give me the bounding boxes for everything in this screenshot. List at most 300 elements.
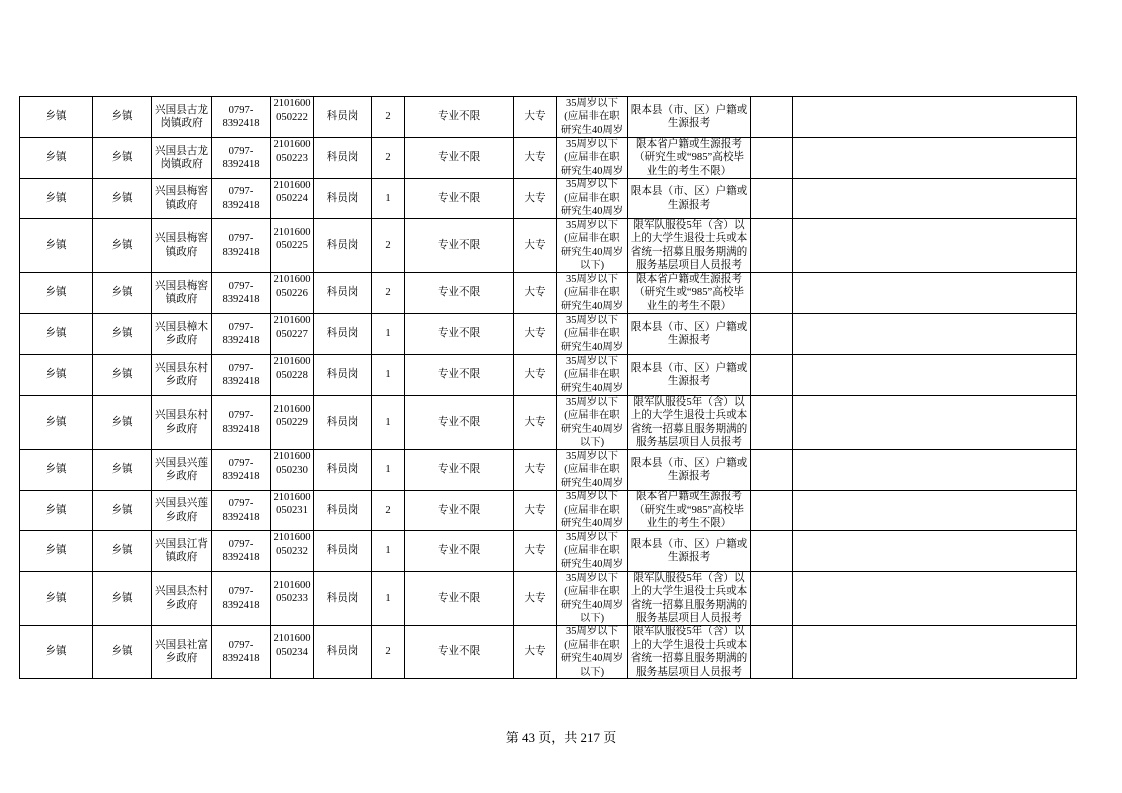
notes-text xyxy=(751,491,792,530)
headcount-text: 1 xyxy=(385,545,391,557)
education-cell xyxy=(514,572,557,626)
position-name-text: 科员岗 xyxy=(326,646,359,658)
other-requirement-text: 限本省户籍或生源报考 （研究生或“985”高校毕 业生的考生不限） xyxy=(633,138,745,177)
position-code-cell xyxy=(271,97,314,138)
phone-cell xyxy=(212,219,271,273)
notes-cell xyxy=(751,396,793,450)
notes-text xyxy=(751,531,792,571)
region-level-text: 乡镇 xyxy=(45,545,67,557)
major-cell xyxy=(405,314,514,355)
phone-text: 0797- 8392418 xyxy=(222,362,260,387)
other-requirement-cell xyxy=(628,626,751,679)
remarks-cell xyxy=(793,450,1077,491)
major-cell xyxy=(405,572,514,626)
age-requirement-cell xyxy=(557,531,628,572)
other-requirement-cell xyxy=(628,450,751,491)
org-type-cell xyxy=(93,355,152,396)
position-code-cell xyxy=(271,355,314,396)
phone-cell xyxy=(212,531,271,572)
position-code-cell xyxy=(271,491,314,531)
remarks-cell xyxy=(793,314,1077,355)
headcount-cell xyxy=(372,450,405,491)
position-name-cell xyxy=(314,396,372,450)
other-requirement-cell xyxy=(628,179,751,219)
age-requirement-cell xyxy=(557,626,628,679)
other-requirement-text: 限军队服役5年（含）以 上的大学生退役士兵或本 省统一招募且服务期满的 服务基层项目人员报考 xyxy=(630,219,748,271)
education-cell xyxy=(514,97,557,138)
position-name-text: 科员岗 xyxy=(326,416,359,428)
major-cell xyxy=(405,219,514,273)
position-name-text: 科员岗 xyxy=(326,328,359,340)
employer-text: 兴国县梅窖 镇政府 xyxy=(155,233,208,258)
notes-text xyxy=(751,355,792,395)
phone-text: 0797- 8392418 xyxy=(222,639,260,664)
major-text: 专业不限 xyxy=(437,287,481,299)
major-cell xyxy=(405,531,514,572)
phone-cell xyxy=(212,97,271,138)
org-type-text: 乡镇 xyxy=(111,287,133,299)
employer-text: 兴国县兴莲 乡政府 xyxy=(155,457,208,482)
employer-text: 兴国县杰村 乡政府 xyxy=(155,586,208,611)
education-cell xyxy=(514,355,557,396)
other-requirement-text: 限本县（市、区）户籍或 生源报考 xyxy=(630,321,748,346)
notes-text xyxy=(751,314,792,354)
org-type-text: 乡镇 xyxy=(111,504,133,516)
org-type-cell xyxy=(93,97,152,138)
age-requirement-text: 35周岁以下 (应届非在职 研究生40周岁 xyxy=(560,97,624,136)
position-name-cell xyxy=(314,273,372,314)
major-text: 专业不限 xyxy=(437,646,481,658)
education-cell xyxy=(514,273,557,314)
position-name-text: 科员岗 xyxy=(326,152,359,164)
other-requirement-cell xyxy=(628,355,751,396)
region-level-text: 乡镇 xyxy=(45,369,67,381)
page-number: 第 43 页，共 217 页 xyxy=(505,730,617,745)
other-requirement-cell xyxy=(628,219,751,273)
region-level-cell xyxy=(20,179,93,219)
position-code-text: 2101600 050225 xyxy=(273,226,311,251)
notes-text xyxy=(751,450,792,490)
headcount-cell xyxy=(372,219,405,273)
notes-text xyxy=(751,396,792,449)
headcount-text: 1 xyxy=(385,464,391,476)
org-type-text: 乡镇 xyxy=(111,239,133,251)
phone-cell xyxy=(212,179,271,219)
table-row xyxy=(20,626,1077,679)
position-code-cell xyxy=(271,138,314,179)
region-level-cell xyxy=(20,396,93,450)
education-text: 大专 xyxy=(524,111,546,123)
headcount-cell xyxy=(372,138,405,179)
age-requirement-cell xyxy=(557,450,628,491)
employer-text: 兴国县樟木 乡政府 xyxy=(155,321,208,346)
notes-text xyxy=(751,138,792,178)
education-cell xyxy=(514,396,557,450)
phone-cell xyxy=(212,572,271,626)
notes-cell xyxy=(751,531,793,572)
employer-text: 兴国县梅窖 镇政府 xyxy=(155,186,208,211)
major-text: 专业不限 xyxy=(437,328,481,340)
headcount-text: 2 xyxy=(385,111,391,123)
headcount-cell xyxy=(372,273,405,314)
position-code-cell xyxy=(271,314,314,355)
other-requirement-text: 限本县（市、区）户籍或 生源报考 xyxy=(630,104,748,129)
headcount-cell xyxy=(372,491,405,531)
employer-text: 兴国县古龙 岗镇政府 xyxy=(155,145,208,170)
age-requirement-text: 35周岁以下 (应届非在职 研究生40周岁 xyxy=(560,179,624,218)
remarks-text xyxy=(793,531,1076,571)
major-text: 专业不限 xyxy=(437,192,481,204)
position-code-cell xyxy=(271,531,314,572)
age-requirement-text: 35周岁以下 (应届非在职 研究生40周岁 以下) xyxy=(560,626,624,678)
notes-cell xyxy=(751,273,793,314)
notes-cell xyxy=(751,314,793,355)
headcount-text: 1 xyxy=(385,328,391,340)
position-code-text: 2101600 050233 xyxy=(273,579,311,604)
major-cell xyxy=(405,138,514,179)
other-requirement-text: 限本县（市、区）户籍或 生源报考 xyxy=(630,362,748,387)
position-code-cell xyxy=(271,626,314,679)
major-cell xyxy=(405,97,514,138)
headcount-cell xyxy=(372,97,405,138)
age-requirement-text: 35周岁以下 (应届非在职 研究生40周岁 xyxy=(560,450,624,489)
age-requirement-text: 35周岁以下 (应届非在职 研究生40周岁 xyxy=(560,138,624,177)
remarks-cell xyxy=(793,355,1077,396)
region-level-text: 乡镇 xyxy=(45,504,67,516)
major-cell xyxy=(405,179,514,219)
region-level-text: 乡镇 xyxy=(45,287,67,299)
position-name-text: 科员岗 xyxy=(326,464,359,476)
headcount-text: 2 xyxy=(385,287,391,299)
other-requirement-cell xyxy=(628,491,751,531)
phone-text: 0797- 8392418 xyxy=(222,498,260,523)
phone-text: 0797- 8392418 xyxy=(222,104,260,129)
education-text: 大专 xyxy=(524,152,546,164)
headcount-cell xyxy=(372,314,405,355)
education-text: 大专 xyxy=(524,328,546,340)
age-requirement-cell xyxy=(557,491,628,531)
region-level-cell xyxy=(20,531,93,572)
region-level-text: 乡镇 xyxy=(45,646,67,658)
table-row xyxy=(20,450,1077,491)
org-type-text: 乡镇 xyxy=(111,416,133,428)
phone-cell xyxy=(212,491,271,531)
org-type-text: 乡镇 xyxy=(111,328,133,340)
other-requirement-cell xyxy=(628,396,751,450)
org-type-text: 乡镇 xyxy=(111,192,133,204)
education-text: 大专 xyxy=(524,592,546,604)
major-cell xyxy=(405,491,514,531)
position-code-text: 2101600 050228 xyxy=(273,356,311,381)
other-requirement-text: 限本县（市、区）户籍或 生源报考 xyxy=(630,186,748,211)
org-type-cell xyxy=(93,273,152,314)
notes-text xyxy=(751,179,792,218)
region-level-cell xyxy=(20,491,93,531)
headcount-cell xyxy=(372,396,405,450)
table-row xyxy=(20,355,1077,396)
phone-cell xyxy=(212,355,271,396)
phone-text: 0797- 8392418 xyxy=(222,233,260,258)
region-level-text: 乡镇 xyxy=(45,592,67,604)
remarks-cell xyxy=(793,179,1077,219)
org-type-cell xyxy=(93,491,152,531)
other-requirement-text: 限军队服役5年（含）以 上的大学生退役士兵或本 省统一招募且服务期满的 服务基层项目人员报考 xyxy=(630,396,748,448)
notes-text xyxy=(751,219,792,272)
employer-cell xyxy=(152,97,212,138)
employer-cell xyxy=(152,491,212,531)
remarks-text xyxy=(793,396,1076,449)
education-cell xyxy=(514,219,557,273)
org-type-text: 乡镇 xyxy=(111,545,133,557)
major-cell xyxy=(405,355,514,396)
position-name-text: 科员岗 xyxy=(326,192,359,204)
phone-text: 0797- 8392418 xyxy=(222,280,260,305)
position-name-text: 科员岗 xyxy=(326,239,359,251)
org-type-text: 乡镇 xyxy=(111,464,133,476)
major-text: 专业不限 xyxy=(437,111,481,123)
major-text: 专业不限 xyxy=(437,504,481,516)
other-requirement-text: 限本省户籍或生源报考 （研究生或“985”高校毕 业生的考生不限） xyxy=(633,491,745,530)
position-code-cell xyxy=(271,179,314,219)
phone-cell xyxy=(212,626,271,679)
position-code-text: 2101600 050227 xyxy=(273,315,311,340)
age-requirement-text: 35周岁以下 (应届非在职 研究生40周岁 xyxy=(560,355,624,394)
phone-cell xyxy=(212,273,271,314)
headcount-text: 1 xyxy=(385,416,391,428)
table-row xyxy=(20,572,1077,626)
other-requirement-cell xyxy=(628,531,751,572)
employer-cell xyxy=(152,314,212,355)
education-cell xyxy=(514,626,557,679)
phone-cell xyxy=(212,314,271,355)
employer-text: 兴国县梅窖 镇政府 xyxy=(155,280,208,305)
remarks-text xyxy=(793,572,1076,625)
position-code-cell xyxy=(271,219,314,273)
education-text: 大专 xyxy=(524,287,546,299)
position-name-cell xyxy=(314,531,372,572)
employer-cell xyxy=(152,138,212,179)
position-name-cell xyxy=(314,355,372,396)
education-cell xyxy=(514,450,557,491)
remarks-cell xyxy=(793,491,1077,531)
position-code-cell xyxy=(271,450,314,491)
notes-text xyxy=(751,626,792,678)
notes-text xyxy=(751,273,792,313)
region-level-cell xyxy=(20,273,93,314)
education-text: 大专 xyxy=(524,192,546,204)
notes-cell xyxy=(751,138,793,179)
table-row xyxy=(20,97,1077,138)
headcount-text: 1 xyxy=(385,369,391,381)
headcount-text: 2 xyxy=(385,152,391,164)
org-type-cell xyxy=(93,396,152,450)
age-requirement-cell xyxy=(557,355,628,396)
position-name-cell xyxy=(314,572,372,626)
position-code-text: 2101600 050222 xyxy=(273,98,311,123)
age-requirement-text: 35周岁以下 (应届非在职 研究生40周岁 以下) xyxy=(560,572,624,624)
major-cell xyxy=(405,273,514,314)
major-text: 专业不限 xyxy=(437,464,481,476)
region-level-cell xyxy=(20,450,93,491)
remarks-text xyxy=(793,626,1076,678)
major-cell xyxy=(405,626,514,679)
org-type-cell xyxy=(93,450,152,491)
remarks-cell xyxy=(793,219,1077,273)
remarks-cell xyxy=(793,572,1077,626)
remarks-text xyxy=(793,273,1076,313)
position-code-cell xyxy=(271,273,314,314)
other-requirement-text: 限军队服役5年（含）以 上的大学生退役士兵或本 省统一招募且服务期满的 服务基层项目人员报考 xyxy=(630,572,748,624)
remarks-cell xyxy=(793,531,1077,572)
position-name-cell xyxy=(314,97,372,138)
remarks-text xyxy=(793,138,1076,178)
region-level-cell xyxy=(20,355,93,396)
position-code-text: 2101600 050223 xyxy=(273,139,311,164)
employer-cell xyxy=(152,219,212,273)
position-code-text: 2101600 050224 xyxy=(273,179,311,204)
position-name-text: 科员岗 xyxy=(326,504,359,516)
major-cell xyxy=(405,450,514,491)
major-text: 专业不限 xyxy=(437,416,481,428)
other-requirement-cell xyxy=(628,572,751,626)
position-name-cell xyxy=(314,626,372,679)
major-text: 专业不限 xyxy=(437,239,481,251)
major-text: 专业不限 xyxy=(437,152,481,164)
employer-cell xyxy=(152,273,212,314)
major-text: 专业不限 xyxy=(437,545,481,557)
age-requirement-text: 35周岁以下 (应届非在职 研究生40周岁 xyxy=(560,531,624,570)
region-level-text: 乡镇 xyxy=(45,192,67,204)
other-requirement-cell xyxy=(628,97,751,138)
age-requirement-text: 35周岁以下 (应届非在职 研究生40周岁 以下) xyxy=(560,396,624,448)
remarks-cell xyxy=(793,138,1077,179)
org-type-cell xyxy=(93,138,152,179)
education-text: 大专 xyxy=(524,239,546,251)
notes-cell xyxy=(751,219,793,273)
org-type-cell xyxy=(93,219,152,273)
remarks-text xyxy=(793,179,1076,218)
position-name-cell xyxy=(314,314,372,355)
headcount-text: 1 xyxy=(385,592,391,604)
job-table xyxy=(19,96,1077,679)
other-requirement-text: 限本省户籍或生源报考 （研究生或“985”高校毕 业生的考生不限） xyxy=(633,273,745,312)
org-type-cell xyxy=(93,572,152,626)
position-code-cell xyxy=(271,572,314,626)
table-row xyxy=(20,138,1077,179)
other-requirement-cell xyxy=(628,273,751,314)
table-row xyxy=(20,491,1077,531)
org-type-cell xyxy=(93,314,152,355)
region-level-cell xyxy=(20,626,93,679)
remarks-text xyxy=(793,219,1076,272)
phone-text: 0797- 8392418 xyxy=(222,186,260,211)
remarks-text xyxy=(793,450,1076,490)
job-table-body xyxy=(20,97,1077,679)
employer-text: 兴国县东村 乡政府 xyxy=(155,362,208,387)
position-name-cell xyxy=(314,219,372,273)
remarks-cell xyxy=(793,273,1077,314)
org-type-cell xyxy=(93,531,152,572)
table-row xyxy=(20,396,1077,450)
table-row xyxy=(20,219,1077,273)
employer-text: 兴国县江背 镇政府 xyxy=(155,538,208,563)
other-requirement-cell xyxy=(628,314,751,355)
employer-text: 兴国县古龙 岗镇政府 xyxy=(155,104,208,129)
table-row xyxy=(20,314,1077,355)
phone-text: 0797- 8392418 xyxy=(222,410,260,435)
education-text: 大专 xyxy=(524,504,546,516)
org-type-text: 乡镇 xyxy=(111,152,133,164)
org-type-cell xyxy=(93,626,152,679)
education-text: 大专 xyxy=(524,545,546,557)
table-row xyxy=(20,273,1077,314)
region-level-text: 乡镇 xyxy=(45,416,67,428)
age-requirement-cell xyxy=(557,572,628,626)
remarks-text xyxy=(793,491,1076,530)
notes-cell xyxy=(751,355,793,396)
employer-cell xyxy=(152,355,212,396)
education-cell xyxy=(514,491,557,531)
notes-cell xyxy=(751,179,793,219)
headcount-cell xyxy=(372,572,405,626)
position-code-text: 2101600 050230 xyxy=(273,451,311,476)
remarks-text xyxy=(793,314,1076,354)
other-requirement-cell xyxy=(628,138,751,179)
phone-text: 0797- 8392418 xyxy=(222,586,260,611)
education-cell xyxy=(514,314,557,355)
education-cell xyxy=(514,138,557,179)
headcount-cell xyxy=(372,626,405,679)
remarks-text xyxy=(793,355,1076,395)
headcount-text: 2 xyxy=(385,504,391,516)
remarks-text xyxy=(793,97,1076,137)
headcount-cell xyxy=(372,355,405,396)
org-type-cell xyxy=(93,179,152,219)
region-level-text: 乡镇 xyxy=(45,111,67,123)
headcount-text: 2 xyxy=(385,646,391,658)
employer-text: 兴国县社富 乡政府 xyxy=(155,639,208,664)
age-requirement-cell xyxy=(557,179,628,219)
age-requirement-cell xyxy=(557,138,628,179)
education-text: 大专 xyxy=(524,464,546,476)
notes-cell xyxy=(751,97,793,138)
headcount-cell xyxy=(372,531,405,572)
headcount-text: 2 xyxy=(385,239,391,251)
employer-cell xyxy=(152,531,212,572)
employer-cell xyxy=(152,179,212,219)
major-cell xyxy=(405,396,514,450)
employer-text: 兴国县兴莲 乡政府 xyxy=(155,498,208,523)
education-text: 大专 xyxy=(524,369,546,381)
position-name-cell xyxy=(314,179,372,219)
employer-cell xyxy=(152,396,212,450)
notes-cell xyxy=(751,450,793,491)
region-level-text: 乡镇 xyxy=(45,152,67,164)
position-name-cell xyxy=(314,450,372,491)
table-row xyxy=(20,531,1077,572)
position-code-text: 2101600 050226 xyxy=(273,274,311,299)
notes-text xyxy=(751,97,792,137)
employer-cell xyxy=(152,626,212,679)
phone-text: 0797- 8392418 xyxy=(222,538,260,563)
notes-text xyxy=(751,572,792,625)
age-requirement-text: 35周岁以下 (应届非在职 研究生40周岁 xyxy=(560,491,624,530)
org-type-text: 乡镇 xyxy=(111,592,133,604)
region-level-cell xyxy=(20,572,93,626)
region-level-cell xyxy=(20,219,93,273)
position-code-text: 2101600 050232 xyxy=(273,532,311,557)
notes-cell xyxy=(751,626,793,679)
